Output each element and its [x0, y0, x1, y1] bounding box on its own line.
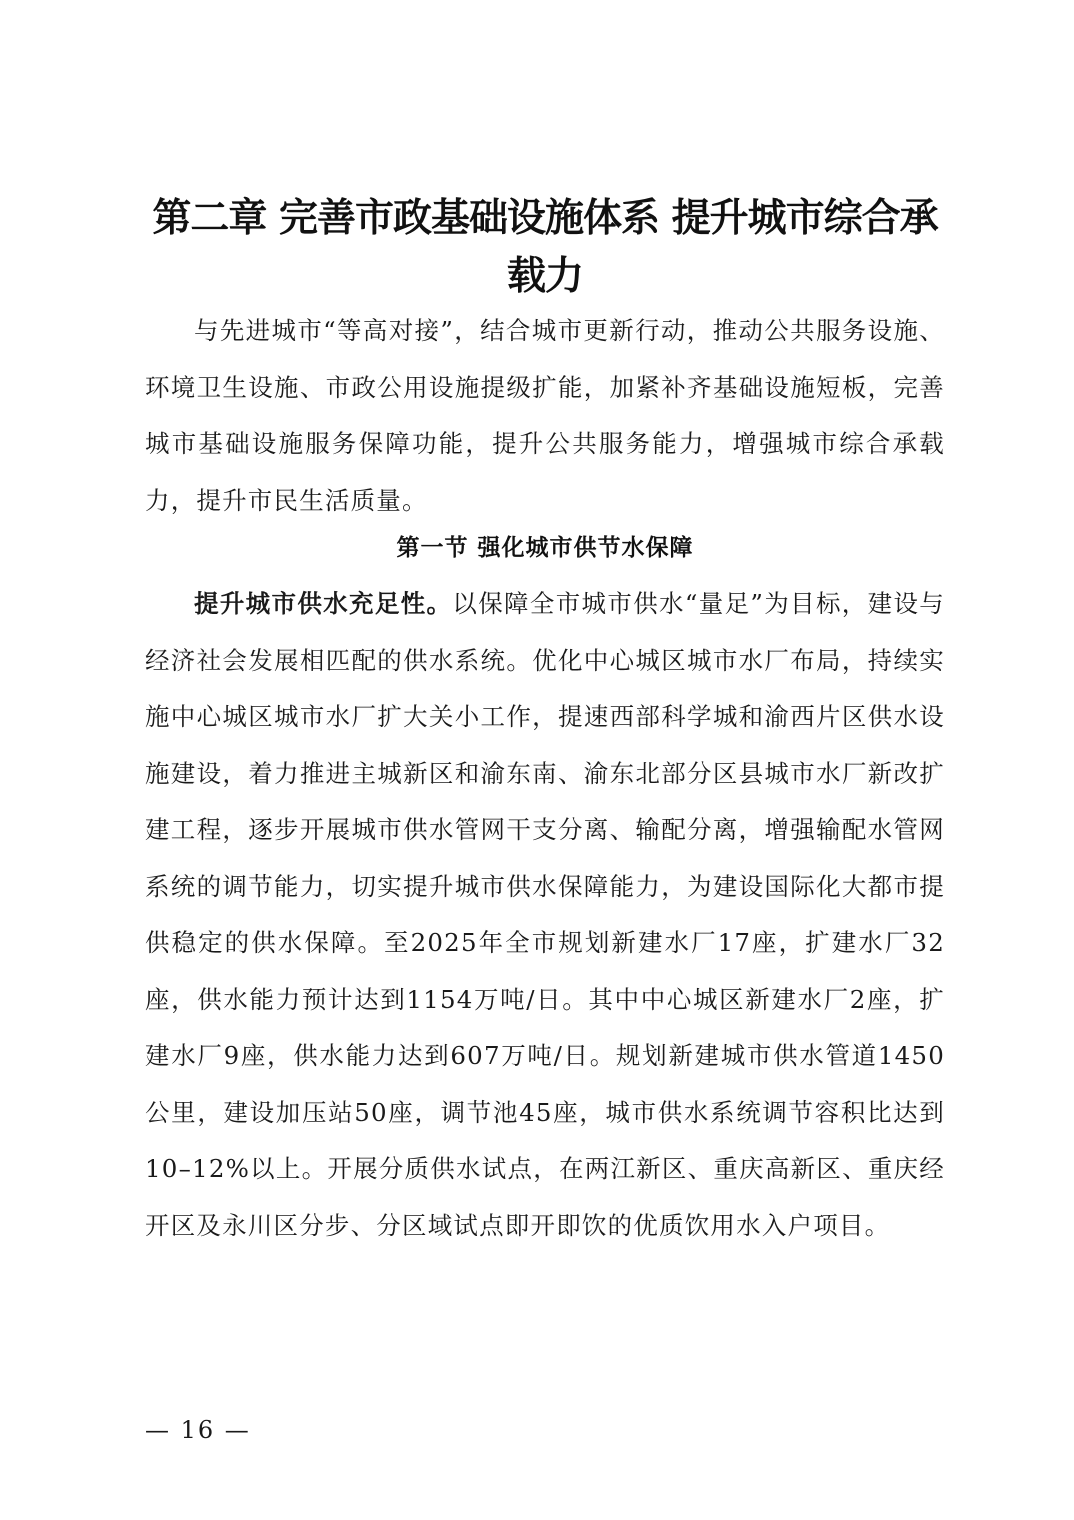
- chapter-title-line-1: 第二章 完善市政基础设施体系 提升城市综合承: [152, 196, 938, 241]
- page-number: — 16 —: [145, 1416, 251, 1444]
- paragraph-lead: 提升城市供水充足性。: [194, 589, 453, 618]
- paragraph-body: 以保障全市城市供水“量足”为目标，建设与经济社会发展相匹配的供水系统。优化中心城区城市水厂布局，持续实施中心城区城市水厂扩大关小工作，提速西部科学城和渝西片区供水设施建设，着力推进主城新区和渝东南、渝东北部分区县城市水厂新改扩建工程，逐步开展城市供水管网干支分离、输配分离，增强输配水管网系统的调节能力，切实提升城市供水保障能力，为建设国际化大都市提供稳定的供水保障。至2025年全市规划新建水厂17座，扩建水厂32座，供水能力预计达到1154万吨/日。其中中心城区新建水厂2座，扩建水厂9座，供水能力达到607万吨/日。规划新建城市供水管道1450公里，建设加压站50座，调节池45座，城市供水系统调节容积比达到10–12%以上。开展分质供水试点，在两江新区、重庆高新区、重庆经开区及永川区分步、分区域试点即开即饮的优质饮用水入户项目。: [145, 589, 945, 1240]
- intro-paragraph: 与先进城市“等高对接”，结合城市更新行动，推动公共服务设施、环境卫生设施、市政公用设施提级扩能，加紧补齐基础设施短板，完善城市基础设施服务保障功能，提升公共服务能力，增强城市综合承载力，提升市民生活质量。: [145, 316, 945, 515]
- chapter-title-line-2: 载力: [506, 254, 583, 299]
- section-heading: 第一节 强化城市供节水保障: [396, 535, 694, 561]
- water-supply-paragraph: [145, 576, 945, 1254]
- chapter-title: [145, 190, 945, 306]
